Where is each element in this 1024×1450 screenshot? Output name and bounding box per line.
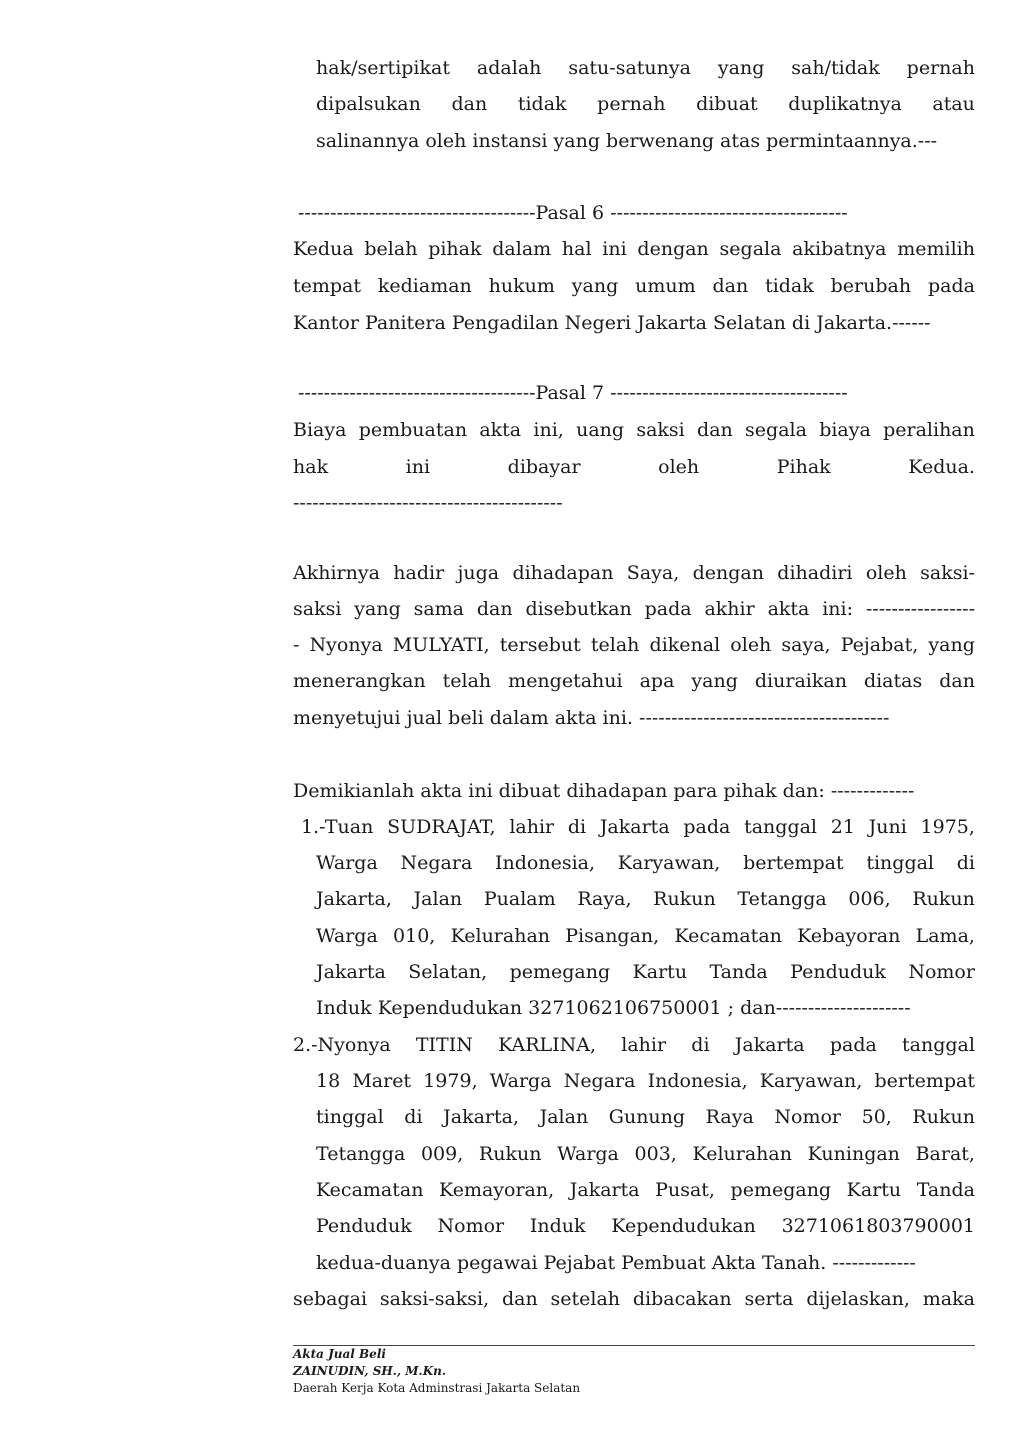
word: tidak xyxy=(517,93,567,115)
word: akibatnya xyxy=(792,238,887,260)
word: diuraikan xyxy=(754,670,847,692)
word: Jakarta, xyxy=(443,1106,519,1128)
word: Kuningan xyxy=(807,1143,900,1165)
footer-divider xyxy=(293,1345,975,1346)
word: oleh xyxy=(730,634,772,656)
word: dan xyxy=(939,670,975,692)
word: dalam xyxy=(492,238,552,260)
word: sebagai xyxy=(293,1288,368,1310)
word: hak xyxy=(293,456,329,478)
word: 50, xyxy=(861,1106,892,1128)
word: segala xyxy=(745,419,807,441)
word: Kependudukan xyxy=(611,1215,756,1237)
word: kediaman xyxy=(377,275,472,297)
word: saksi-saksi, xyxy=(379,1288,490,1310)
word: Indonesia, xyxy=(495,852,596,874)
witness-1-line xyxy=(301,814,975,840)
word: adalah xyxy=(476,57,542,79)
text-line xyxy=(293,632,975,658)
word: dihadapan xyxy=(512,562,614,584)
word: Pejabat, xyxy=(840,634,919,656)
word: TITIN xyxy=(415,1034,473,1056)
word: saksi xyxy=(293,598,342,620)
text-line: salinannya oleh instansi yang berwenang atas permintaannya.--- xyxy=(316,130,938,152)
word: Tanda xyxy=(916,1179,975,1201)
word: Tanda xyxy=(709,961,768,983)
word: di xyxy=(404,1106,423,1128)
word: tanggal xyxy=(744,816,818,838)
word: hadir xyxy=(393,562,445,584)
word: Raya xyxy=(705,1106,754,1128)
text-line xyxy=(293,417,975,443)
word: segala xyxy=(719,238,782,260)
word: Negara xyxy=(563,1070,636,1092)
word: pernah xyxy=(906,57,975,79)
word: Karyawan, xyxy=(617,852,721,874)
text-line xyxy=(293,273,975,299)
word: di xyxy=(567,816,587,838)
word: setelah xyxy=(550,1288,621,1310)
word: Selatan, xyxy=(408,961,488,983)
word: pada xyxy=(683,816,731,838)
word: pihak xyxy=(428,238,482,260)
text-line xyxy=(293,668,975,694)
word: Induk xyxy=(529,1215,586,1237)
text-line xyxy=(316,91,975,117)
word: Indonesia, xyxy=(647,1070,748,1092)
dash-line: ------------------------------------------ xyxy=(293,492,563,514)
word: 003, xyxy=(634,1143,677,1165)
word: Pusat, xyxy=(655,1179,715,1201)
word: tidak xyxy=(765,275,814,297)
word: dijelaskan, xyxy=(806,1288,910,1310)
word: ini: xyxy=(822,598,854,620)
word: Negara xyxy=(400,852,473,874)
word: Nyonya xyxy=(309,634,383,656)
text-line xyxy=(293,454,975,480)
word: Raya, xyxy=(577,888,632,910)
word: 006, xyxy=(848,888,891,910)
word: diatas xyxy=(863,670,923,692)
text-line xyxy=(316,55,975,81)
word: sama xyxy=(413,598,465,620)
word: Kecamatan xyxy=(674,925,782,947)
word: dan xyxy=(501,1288,538,1310)
word: tempat xyxy=(293,275,362,297)
word: hukum xyxy=(488,275,555,297)
word: Kartu xyxy=(846,1179,902,1201)
word: pemegang xyxy=(730,1179,832,1201)
word: Pualam xyxy=(483,888,556,910)
word: Jalan xyxy=(413,888,463,910)
word: dibacakan xyxy=(632,1288,732,1310)
word: Pisangan, xyxy=(565,925,660,947)
text-line: Kantor Panitera Pengadilan Negeri Jakarta Selatan di Jakarta.------ xyxy=(293,312,931,334)
word: uang xyxy=(576,419,625,441)
word: Rukun xyxy=(912,1106,975,1128)
word: maka xyxy=(922,1288,975,1310)
word: saksi- xyxy=(920,562,975,584)
word: Penduduk xyxy=(790,961,886,983)
word: Kecamatan xyxy=(316,1179,424,1201)
word: Tetangga xyxy=(737,888,827,910)
word: sah/tidak xyxy=(791,57,880,79)
word: di xyxy=(956,852,975,874)
word: yang xyxy=(691,670,738,692)
word: 3271061803790001 xyxy=(781,1215,975,1237)
word: menerangkan xyxy=(293,670,426,692)
text-line xyxy=(293,236,975,262)
word: yang xyxy=(354,598,401,620)
word: dengan xyxy=(637,238,709,260)
word: telah xyxy=(590,634,640,656)
word: juga xyxy=(457,562,500,584)
word: Kelurahan xyxy=(450,925,551,947)
word: hak/sertipikat xyxy=(316,57,450,79)
word: Kedua xyxy=(293,238,354,260)
word: Warga xyxy=(489,1070,552,1092)
word: ini xyxy=(405,456,431,478)
text-line xyxy=(316,1141,975,1167)
word: satu-satunya xyxy=(568,57,691,79)
word: Nomor xyxy=(908,961,975,983)
word: biaya xyxy=(819,419,871,441)
word: Biaya xyxy=(293,419,347,441)
text-line: Demikianlah akta ini dibuat dihadapan para pihak dan: ------------- xyxy=(293,780,915,802)
word: saya, xyxy=(781,634,831,656)
word: dan xyxy=(476,598,513,620)
word: Jakarta xyxy=(734,1034,805,1056)
word: serta xyxy=(744,1288,794,1310)
word: peralihan xyxy=(883,419,975,441)
word: Karyawan, xyxy=(759,1070,863,1092)
word: oleh xyxy=(865,562,907,584)
word: oleh xyxy=(658,456,700,478)
word: Kelurahan xyxy=(692,1143,792,1165)
article-heading-pasal-7: -------------------------------------Pasal 7 ------------------------------------- xyxy=(298,382,848,404)
word: - xyxy=(293,634,300,656)
word: dengan xyxy=(692,562,764,584)
word: MULYATI, xyxy=(392,634,490,656)
word: berubah xyxy=(830,275,912,297)
word: 010, xyxy=(393,925,436,947)
word: yang xyxy=(928,634,975,656)
text-line xyxy=(293,596,975,622)
word: Tetangga xyxy=(316,1143,406,1165)
word: Kebayoran xyxy=(797,925,901,947)
word: Nomor xyxy=(437,1215,505,1237)
word: apa xyxy=(639,670,675,692)
word: akta xyxy=(767,598,810,620)
word: 1.-Tuan xyxy=(301,816,374,838)
footer-notary-name: ZAINUDIN, SH., M.Kn. xyxy=(293,1364,447,1378)
word: lahir xyxy=(509,816,555,838)
word: memilih xyxy=(897,238,975,260)
word: bertempat xyxy=(874,1070,975,1092)
word: bertempat xyxy=(743,852,844,874)
word: pada xyxy=(927,275,975,297)
word: pada xyxy=(829,1034,877,1056)
word: 18 xyxy=(316,1070,341,1092)
word: Jakarta xyxy=(599,816,670,838)
text-line xyxy=(316,1068,975,1094)
word: Pihak xyxy=(776,456,831,478)
word: ----------------- xyxy=(865,598,975,620)
word: yang xyxy=(717,57,765,79)
word: duplikatnya xyxy=(788,93,902,115)
word: tanggal xyxy=(902,1034,975,1056)
word: disebutkan xyxy=(525,598,632,620)
word: Jakarta xyxy=(316,961,386,983)
text-line: Induk Kependudukan 3271062106750001 ; dan--------------------- xyxy=(316,997,911,1019)
word: Warga xyxy=(557,1143,619,1165)
word: akta xyxy=(479,419,522,441)
text-line xyxy=(316,959,975,985)
word: lahir xyxy=(621,1034,667,1056)
word: dihadiri xyxy=(777,562,853,584)
word: Akhirnya xyxy=(293,562,380,584)
word: KARLINA, xyxy=(498,1034,597,1056)
word: Gunung xyxy=(608,1106,686,1128)
word: Barat, xyxy=(915,1143,975,1165)
word: pernah xyxy=(597,93,666,115)
word: Penduduk xyxy=(316,1215,412,1237)
word: pemegang xyxy=(509,961,611,983)
word: dipalsukan xyxy=(316,93,421,115)
word: Rukun xyxy=(653,888,716,910)
text-line xyxy=(293,560,975,586)
footer-document-title: Akta Jual Beli xyxy=(293,1347,386,1361)
article-heading-pasal-6: -------------------------------------Pasal 6 ------------------------------------- xyxy=(298,202,848,224)
word: belah xyxy=(364,238,418,260)
word: ini, xyxy=(533,419,564,441)
text-line: kedua-duanya pegawai Pejabat Pembuat Akta Tanah. ------------- xyxy=(316,1252,916,1274)
word: telah xyxy=(442,670,492,692)
word: dan xyxy=(697,419,733,441)
word: dan xyxy=(451,93,488,115)
text-line xyxy=(316,1213,975,1239)
word: 1975, xyxy=(920,816,975,838)
word: Rukun xyxy=(478,1143,542,1165)
text-line xyxy=(316,1177,975,1203)
footer-region: Daerah Kerja Kota Adminstrasi Jakarta Selatan xyxy=(293,1381,581,1395)
word: Jalan xyxy=(539,1106,589,1128)
word: Juni xyxy=(868,816,907,838)
witness-2-line xyxy=(293,1032,975,1058)
word: yang xyxy=(571,275,619,297)
word: dikenal xyxy=(649,634,721,656)
text-line xyxy=(316,1104,975,1130)
word: Maret xyxy=(352,1070,412,1092)
word: atau xyxy=(932,93,975,115)
word: Rukun xyxy=(912,888,975,910)
word: Kedua. xyxy=(908,456,975,478)
word: mengetahui xyxy=(508,670,623,692)
word: SUDRAJAT, xyxy=(387,816,496,838)
word: saksi xyxy=(636,419,685,441)
word: di xyxy=(691,1034,710,1056)
word: dibayar xyxy=(507,456,581,478)
word: Saya, xyxy=(626,562,680,584)
word: 1979, xyxy=(423,1070,478,1092)
word: ini xyxy=(602,238,627,260)
text-line xyxy=(316,923,975,949)
word: Jakarta xyxy=(569,1179,640,1201)
word: 009, xyxy=(420,1143,464,1165)
word: dibuat xyxy=(696,93,758,115)
word: dan xyxy=(712,275,749,297)
word: pembuatan xyxy=(358,419,468,441)
word: tersebut xyxy=(499,634,581,656)
word: Warga xyxy=(316,852,378,874)
text-line xyxy=(316,886,975,912)
word: Kemayoran, xyxy=(439,1179,555,1201)
word: Lama, xyxy=(915,925,975,947)
text-line: menyetujui jual beli dalam akta ini. --------------------------------------- xyxy=(293,707,890,729)
word: hal xyxy=(561,238,592,260)
text-line xyxy=(293,1286,975,1312)
word: 21 xyxy=(830,816,855,838)
word: tinggal xyxy=(866,852,935,874)
word: Jakarta, xyxy=(316,888,392,910)
word: pada xyxy=(644,598,692,620)
word: Kartu xyxy=(632,961,688,983)
word: 2.-Nyonya xyxy=(293,1034,391,1056)
word: umum xyxy=(635,275,696,297)
word: Warga xyxy=(316,925,378,947)
word: akhir xyxy=(704,598,755,620)
word: Nomor xyxy=(774,1106,842,1128)
text-line xyxy=(316,850,975,876)
word: tinggal xyxy=(316,1106,384,1128)
